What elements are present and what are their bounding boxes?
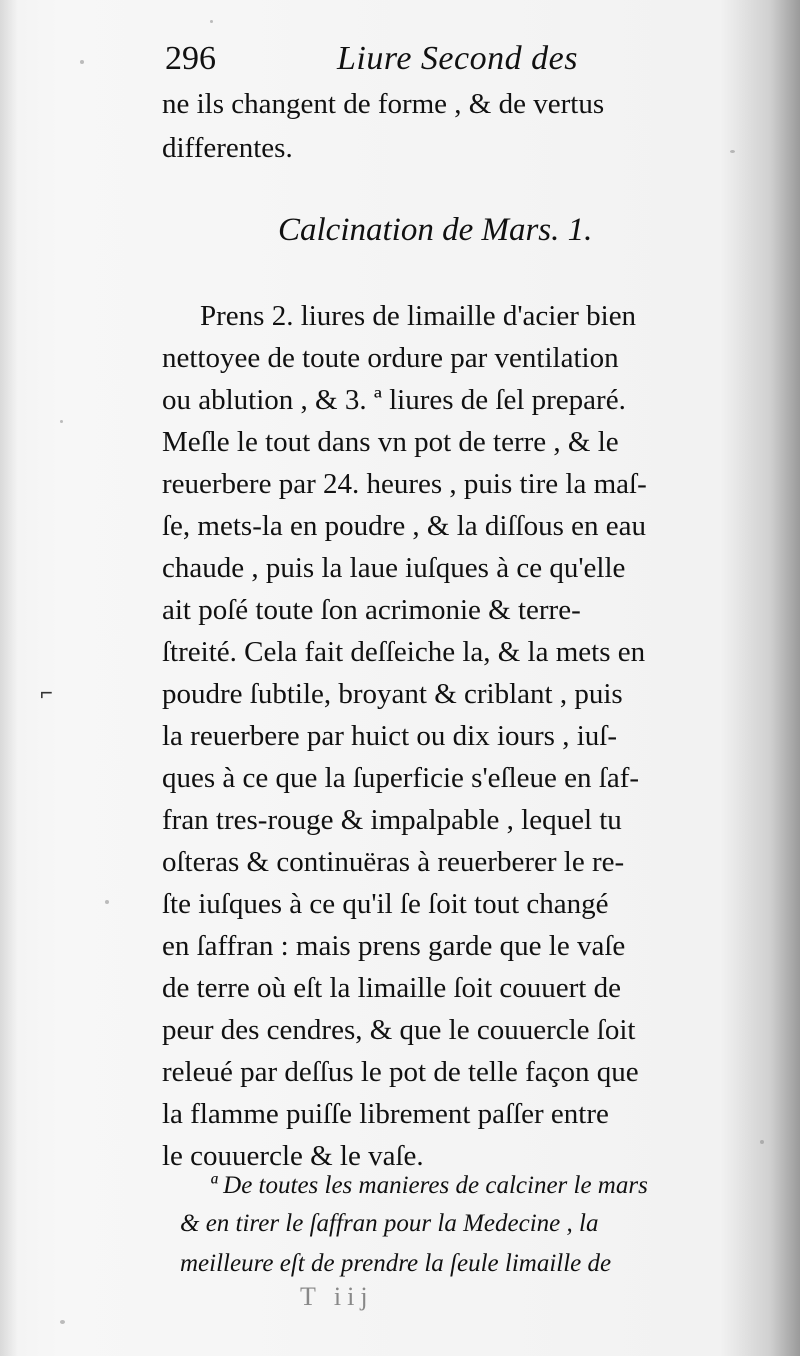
paper-speck bbox=[60, 420, 63, 423]
body-line: oſteras & continuëras à reuerberer le re- bbox=[162, 846, 625, 878]
page-number: 296 bbox=[165, 40, 216, 77]
running-head: Liure Second des bbox=[337, 40, 578, 77]
body-line: ques à ce que la ſuperficie s'eſleue en ſaf- bbox=[162, 762, 640, 794]
body-line: nettoyee de toute ordure par ventilation bbox=[162, 342, 619, 374]
paper-speck bbox=[210, 20, 213, 23]
paper-speck bbox=[60, 1320, 65, 1324]
marginal-note-line: ª De toutes les manieres de calciner le mars bbox=[210, 1172, 648, 1199]
body-line: ait poſé toute ſon acrimonie & terre- bbox=[162, 594, 581, 626]
body-line: Prens 2. liures de limaille d'acier bien bbox=[200, 300, 637, 332]
body-line: releué par deſſus le pot de telle façon que bbox=[162, 1056, 639, 1088]
body-line: chaude , puis la laue iuſques à ce qu'elle bbox=[162, 552, 626, 584]
body-line: ſtreité. Cela fait deſſeiche la, & la mets en bbox=[162, 636, 646, 668]
body-line: Meſle le tout dans vn pot de terre , & le bbox=[162, 426, 619, 458]
signature-mark: T iij bbox=[300, 1282, 374, 1311]
intro-line: differentes. bbox=[162, 132, 293, 164]
marginal-note-line: & en tirer le ſaffran pour la Medecine , la bbox=[180, 1210, 599, 1237]
intro-line: ne ils changent de forme , & de vertus bbox=[162, 88, 605, 120]
page-header bbox=[165, 40, 585, 88]
body-line: la reuerbere par huict ou dix iours , iuſ- bbox=[162, 720, 617, 752]
body-line: en ſaffran : mais prens garde que le vaſe bbox=[162, 930, 626, 962]
body-line: fran tres-rouge & impalpable , lequel tu bbox=[162, 804, 622, 836]
section-title: Calcination de Mars. 1. bbox=[278, 212, 593, 248]
paper-speck bbox=[80, 60, 84, 64]
body-line: reuerbere par 24. heures , puis tire la maſ- bbox=[162, 468, 647, 500]
body-line: le couuercle & le vaſe. bbox=[162, 1140, 424, 1172]
body-line: ſe, mets-la en poudre , & la diſſous en eau bbox=[162, 510, 646, 542]
body-line: la flamme puiſſe librement paſſer entre bbox=[162, 1098, 609, 1130]
marginal-note-line: meilleure eſt de prendre la ſeule limaille de bbox=[180, 1250, 612, 1277]
body-line: poudre ſubtile, broyant & criblant , puis bbox=[162, 678, 623, 710]
body-line: de terre où eſt la limaille ſoit couuert de bbox=[162, 972, 621, 1004]
paper-speck bbox=[105, 900, 109, 904]
body-line: ou ablution , & 3. ª liures de ſel preparé. bbox=[162, 384, 626, 416]
body-line: ſte iuſques à ce qu'il ſe ſoit tout changé bbox=[162, 888, 609, 920]
margin-mark: ⌐ bbox=[40, 680, 53, 705]
body-line: peur des cendres, & que le couuercle ſoit bbox=[162, 1014, 636, 1046]
